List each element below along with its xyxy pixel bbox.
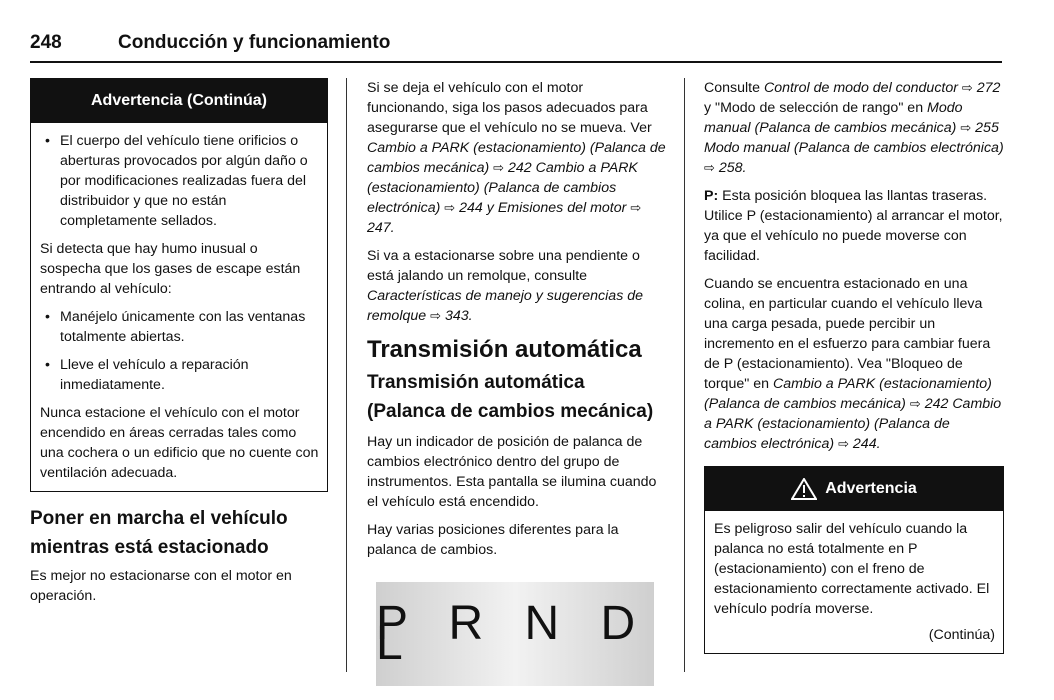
body-paragraph: Hay varias posiciones diferentes para la palanca de cambios. (367, 522, 619, 558)
warning-triangle-icon (791, 478, 817, 500)
warning-bullet: • El cuerpo del vehículo tiene orificios o aberturas provocados por algún daño o por modificaciones realizadas fuera del distribuidor y que no están completamente sellados. (45, 133, 308, 229)
warning-title: Advertencia (825, 480, 917, 497)
body-paragraph: Consulte Control de modo del conductor ⇨ 272 y "Modo de selección de rango" en Modo manual (Palanca de cambios mecánica) ⇨ 255 Modo manual (Palanca de cambios electrónica) ⇨ 258. (704, 80, 1004, 176)
column-divider-2 (684, 78, 685, 672)
warning-box (704, 466, 1004, 654)
warning-box-continued (30, 78, 328, 492)
page-arrow-icon: ⇨ (909, 396, 921, 411)
cross-reference[interactable]: Modo manual (Palanca de cambios mecánica) (704, 100, 963, 136)
page-header (30, 30, 1000, 60)
warning-bullet: • Manéjelo únicamente con las ventanas totalmente abiertas. (45, 309, 306, 345)
page-arrow-icon: ⇨ (704, 160, 715, 175)
column-3 (704, 78, 1004, 654)
column-1 (30, 78, 328, 614)
page-arrow-icon: ⇨ (630, 200, 642, 215)
warning-paragraph: Si detecta que hay humo inusual o sospecha que los gases de escape están entrando al vehículo: (40, 241, 301, 297)
page-arrow-icon: ⇨ (838, 436, 849, 451)
body-paragraph: Es mejor no estacionarse con el motor en operación. (30, 568, 292, 604)
page-arrow-icon: ⇨ (960, 120, 972, 135)
header-rule (30, 61, 1002, 63)
column-divider-1 (346, 78, 347, 672)
warning-header (705, 467, 1003, 511)
column-2 (367, 78, 667, 686)
cross-reference[interactable]: Modo manual (Palanca de cambios electrónica) (704, 140, 1004, 156)
cross-reference[interactable]: Cambio a PARK (estacionamiento) (Palanca de cambios electrónica) (367, 160, 638, 216)
cross-reference[interactable]: Características de manejo y sugerencias de remolque (367, 288, 644, 324)
cross-reference[interactable]: Cambio a PARK (estacionamiento) (Palanca de cambios mecánica) (367, 140, 666, 176)
page-arrow-icon: ⇨ (961, 80, 973, 95)
cross-reference[interactable]: Control de modo del conductor (763, 80, 958, 96)
warning-title: Advertencia (Continúa) (31, 79, 327, 123)
page-number: 248 (30, 32, 62, 53)
body-paragraph: Si se deja el vehículo con el motor funcionando, siga los pasos adecuados para asegurarse que el vehículo no se mueva. Ver Cambio a PARK (estacionamiento) (Palanca de cambios mecánica) ⇨ 242 Cambio a PARK (estacionamiento) (Palanca de cambios electrónica) ⇨ 244 y Emisiones del motor ⇨ 247. (367, 80, 666, 236)
warning-text: Es peligroso salir del vehículo cuando la palanca no está totalmente en P (estacionamiento) con el freno de estacionamiento correctamente activado. El vehículo podría moverse. (714, 521, 990, 617)
body-paragraph: Cuando se encuentra estacionado en una colina, en particular cuando el vehículo lleva una carga pesada, puede percibir un incremento en el esfuerzo para cambiar fuera de P (estacionamiento). Vea "Bloqueo de torque" en Cambio a PARK (estacionamiento) (Palanca de cambios mecánica) ⇨ 242 Cambio a PARK (estacionamiento) (Palanca de cambios electrónica) ⇨ 244. (704, 276, 1002, 452)
body-paragraph: Si va a estacionarse sobre una pendiente o está jalando un remolque, consulte Características de manejo y sugerencias de remolque ⇨ 343. (367, 248, 644, 324)
page-arrow-icon: ⇨ (430, 308, 442, 323)
page-arrow-icon: ⇨ (444, 200, 456, 215)
gear-position-display: P R N D L (376, 582, 654, 686)
warning-bullet: • Lleve el vehículo a reparación inmediatamente. (45, 357, 249, 393)
section-heading: Transmisión automática (367, 336, 642, 363)
cross-reference[interactable]: Cambio a PARK (estacionamiento) (Palanca de cambios electrónica) (704, 396, 1002, 452)
body-paragraph: Hay un indicador de posición de palanca de cambios electrónico dentro del grupo de instrumentos. Esta pantalla se ilumina cuando el vehículo está encendido. (367, 434, 657, 510)
cross-reference[interactable]: Cambio a PARK (estacionamiento) (Palanca de cambios mecánica) (704, 376, 992, 412)
body-paragraph: P: Esta posición bloquea las llantas traseras. Utilice P (estacionamiento) al arrancar el motor, ya que el vehículo no puede moverse con facilidad. (704, 188, 1003, 264)
subsection-heading: Transmisión automática (Palanca de cambios mecánica) (367, 372, 654, 422)
continued-label: (Continúa) (928, 627, 995, 643)
page-arrow-icon: ⇨ (493, 160, 505, 175)
cross-reference[interactable]: Emisiones del motor (497, 200, 627, 216)
warning-paragraph: Nunca estacione el vehículo con el motor encendido en áreas cerradas tales como una cochera o un edificio que no cuente con ventilación adecuada. (40, 405, 319, 481)
subsection-heading: Poner en marcha el vehículo mientras está estacionado (30, 508, 288, 558)
section-title: Conducción y funcionamiento (118, 32, 391, 53)
